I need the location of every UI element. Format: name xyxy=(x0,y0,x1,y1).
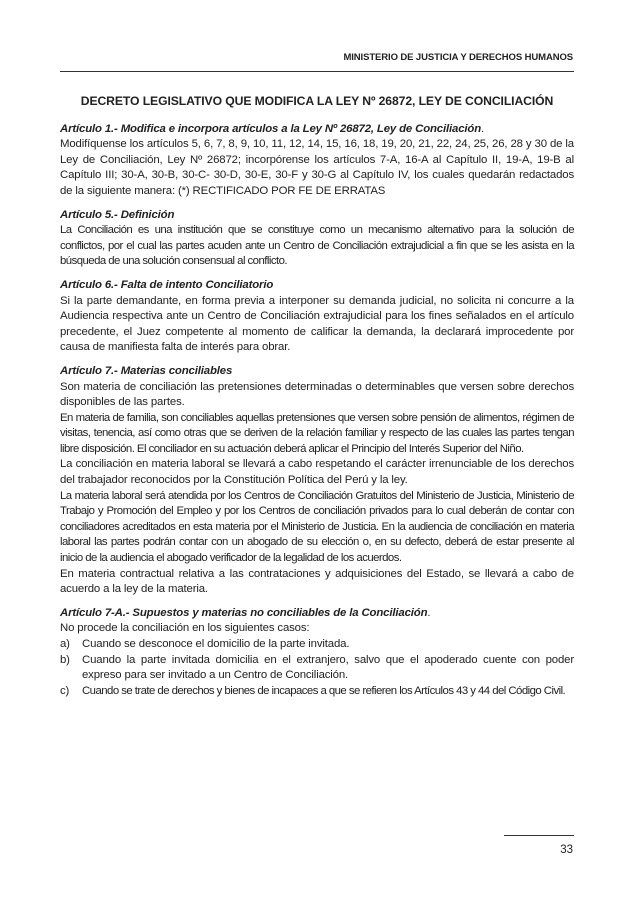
non-conciliable-cases-list xyxy=(60,637,574,699)
article-7a-paragraph: No procede la conciliación en los siguientes casos: xyxy=(60,622,310,635)
article-7-text xyxy=(60,364,574,411)
article-1-text xyxy=(60,122,574,200)
running-header: MINISTERIO DE JUSTICIA Y DERECHOS HUMANOS xyxy=(343,52,573,63)
list-item-marker: c) xyxy=(60,684,70,697)
article-6-paragraph: Si la parte demandante, en forma previa a interponer su demanda judicial, no solicita ni concurre a la Audiencia respectiva ante un Centro de Conciliación extrajudicial para los fines señalados en el artículo precedente, el Juez competente al momento de calificar la demanda, la declarará improcedente por causa de manifiesta falta de interés para obrar. xyxy=(60,294,574,354)
article-7-heading: Artículo 7.- Materias conciliables xyxy=(60,364,233,377)
article-6-heading: Artículo 6.- Falta de intento Conciliatorio xyxy=(60,278,274,291)
list-item xyxy=(60,653,574,684)
list-item-text: Cuando se desconoce el domicilio de la parte invitada. xyxy=(82,638,350,650)
document-title: DECRETO LEGISLATIVO QUE MODIFICA LA LEY Nº 26872, LEY DE CONCILIACIÓN xyxy=(80,94,554,108)
list-item-text: Cuando se trate de derechos y bienes de incapaces a que se refieren los Artículos 43 y 44 del Código Civil. xyxy=(82,684,566,697)
article-7 xyxy=(60,364,574,598)
article-5-text xyxy=(60,208,574,270)
article-5-heading: Artículo 5.- Definición xyxy=(60,208,175,221)
article-7-paragraph-3: La conciliación en materia laboral se llevará a cabo respetando el carácter irrenunciable de los derechos del trabajador reconocidos por la Constitución Política del Perú y la ley. xyxy=(60,458,574,487)
list-item-marker: b) xyxy=(60,653,70,666)
article-7a-text xyxy=(60,606,574,637)
page-number: 33 xyxy=(560,844,573,856)
article-1-heading: Artículo 1.- Modifica e incorpora artículos a la Ley Nº 26872, Ley de Conciliación xyxy=(60,122,482,135)
list-item-text: Cuando la parte invitada domicilia en el extranjero, salvo que el apoderado cuente con poder expreso para ser invitado a un Centro de Conciliación. xyxy=(82,653,574,682)
article-1 xyxy=(60,122,574,200)
article-7a-heading-suffix: . xyxy=(427,606,431,619)
article-1-heading-suffix: . xyxy=(481,122,485,135)
article-6 xyxy=(60,278,574,356)
list-item xyxy=(60,684,574,700)
header-rule xyxy=(60,71,574,72)
list-item xyxy=(60,637,574,653)
article-7-paragraph-1: Son materia de conciliación las pretensiones determinadas o determinables que versen sobre derechos disponibles de las partes. xyxy=(60,380,574,409)
article-7a xyxy=(60,606,574,700)
article-5-paragraph: La Conciliación es una institución que se constituye como un mecanismo alternativo para la solución de conflictos, por el cual las partes acuden ante un Centro de Conciliación extrajudicial a fin que se les asista en la búsqueda de una solución consensual al conflicto. xyxy=(60,224,574,268)
article-7-paragraph-2: En materia de familia, son conciliables aquellas pretensiones que versen sobre pensión de alimentos, régimen de visitas, tenencia, así como otras que se deriven de la relación familiar y respecto de las cuales las partes tengan libre disposición. El conciliador en su actuación deberá aplicar el Principio del Interés Superior del Niño. xyxy=(60,411,574,455)
article-5 xyxy=(60,208,574,270)
footer-rule xyxy=(504,835,574,836)
article-7-paragraph-5: En materia contractual relativa a las contrataciones y adquisiciones del Estado, se llevará a cabo de acuerdo a la ley de la materia. xyxy=(60,567,574,596)
document-body xyxy=(60,84,574,707)
article-7-paragraph-4: La materia laboral será atendida por los Centros de Conciliación Gratuitos del Ministerio de Justicia, Ministerio de Trabajo y Promoción del Empleo y por los Centros de conciliación privados para lo cual deberán de contar con conciliadores acreditados en esta materia por el Ministerio de Justicia. En la audiencia de conciliación en materia laboral las partes podrán contar con un abogado de su elección o, en su defecto, deberá de estar presente al inicio de la audiencia el abogado verificador de la legalidad de los acuerdos. xyxy=(60,489,574,565)
list-item-marker: a) xyxy=(60,638,70,650)
article-7a-heading: Artículo 7-A.- Supuestos y materias no conciliables de la Conciliación xyxy=(60,606,428,619)
article-6-text xyxy=(60,278,574,356)
article-1-paragraph: Modifíquense los artículos 5, 6, 7, 8, 9, 10, 11, 12, 14, 15, 16, 18, 19, 20, 21, 22, 24, 25, 26, 28 y 30 de la Ley de Conciliación, Ley Nº 26872; incorpórense los artículos 7-A, 16-A al Capítulo II, 19-A, 19-B al Capítulo III; 30-A, 30-B, 30-C- 30-D, 30-E, 30-F y 30-G al Capítulo IV, los cuales quedarán redactados de la siguiente manera: (*) RECTIFICADO POR FE DE ERRATAS xyxy=(60,138,574,197)
